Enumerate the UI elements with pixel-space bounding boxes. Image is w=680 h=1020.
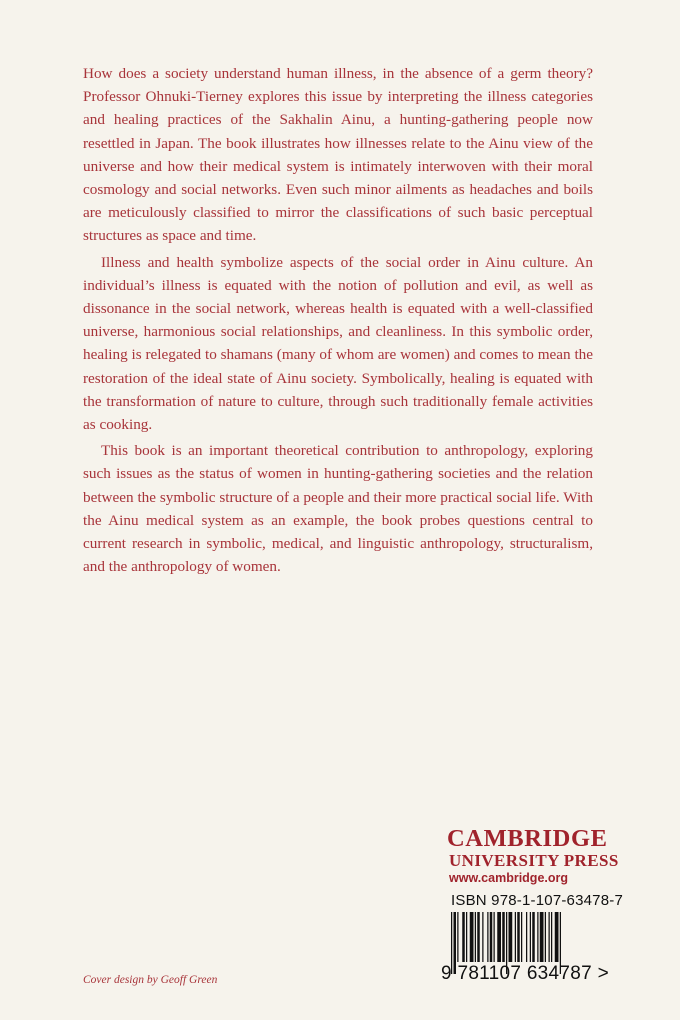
cover-credit: Cover design by Geoff Green [83,974,218,986]
barcode-digits: 9 781107 634787 > [441,963,609,984]
publisher-url: www.cambridge.org [449,871,569,885]
isbn-label: ISBN 978-1-107-63478-7 [451,892,624,909]
blurb-paragraph-2: Illness and health symbolize aspects of the social order in Ainu culture. An individual’s illness is equated with the notion of pollution and evil, as well as dissonance in the social network, whereas health is equated with a well-classified universe, harmonious social relationships, and cleanliness. In this symbolic order, healing is relegated to shamans (many of whom are women) and comes to mean the restoration of the ideal state of Ainu society. Symbolically, healing is equated with the transformation of nature to culture, through such traditionally female activities as cooking. [83,253,593,434]
blurb-paragraph-1: How does a society understand human illness, in the absence of a germ theory? Professor Ohnuki-Tierney explores this issue by interpreting the illness categories and healing practices of the Sakhalin Ainu, a hunting-gathering people now resettled in Japan. The book illustrates how illnesses relate to the Ainu view of the universe and how their medical system is intimately interwoven with their moral cosmology and social networks. Even such minor ailments as headaches and boils are meticulously classified to mirror the classifications of such basic perceptual structures as space and time. [83,65,593,245]
publisher-subtitle: UNIVERSITY PRESS [449,851,619,870]
blurb [83,62,593,578]
publisher-logo [447,826,627,886]
publisher-name: CAMBRIDGE [447,825,608,852]
blurb-paragraph-3: This book is an important theoretical contribution to anthropology, exploring such issues as the status of women in hunting-gathering societies and the relation between the symbolic structure of a people and their more practical social life. With the Ainu medical system as an example, the book probes questions central to current research in symbolic, medical, and linguistic anthropology, structuralism, and the anthropology of women. [83,442,593,576]
